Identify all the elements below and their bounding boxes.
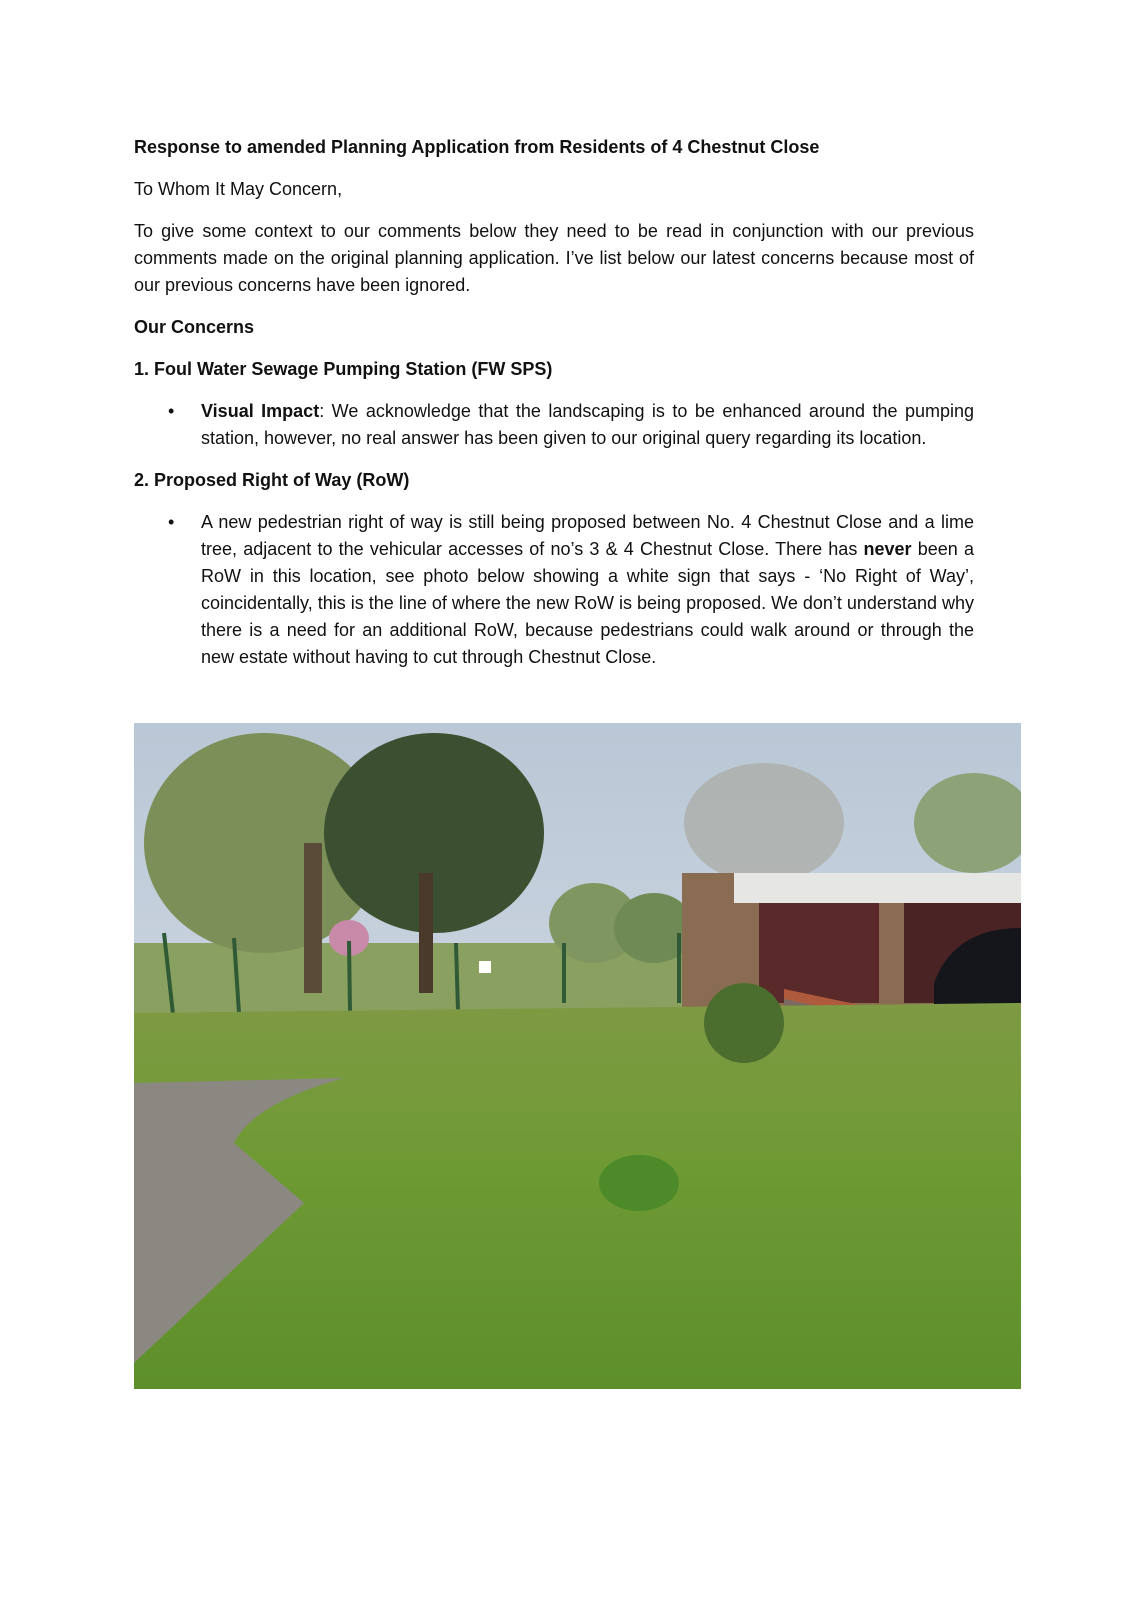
section-heading-right-of-way: 2. Proposed Right of Way (RoW) <box>134 470 410 490</box>
right-of-way-list <box>134 509 974 671</box>
no-right-of-way-sign <box>479 961 491 973</box>
section-heading-pumping-station: 1. Foul Water Sewage Pumping Station (FW SPS) <box>134 359 553 379</box>
pumping-station-list <box>134 398 974 452</box>
document-body <box>134 134 974 686</box>
bullet-text: A new pedestrian right of way is still being proposed between No. 4 Chestnut Close and a lime tree, adjacent to the vehicular accesses of no’s 3 & 4 Chestnut Close. There has <box>201 512 974 559</box>
bullet-bold-label: Visual Impact <box>201 401 320 421</box>
site-photo-image <box>134 723 1021 1389</box>
intro-paragraph: To give some context to our comments below they need to be read in conjunction with our previous comments made on the original planning application. I’ve list below our latest concerns because most of our previous concerns have been ignored. <box>134 221 974 295</box>
salutation: To Whom It May Concern, <box>134 179 343 199</box>
list-item <box>201 509 974 671</box>
site-photo <box>134 723 1021 1389</box>
list-item <box>201 398 974 452</box>
concerns-heading: Our Concerns <box>134 317 255 337</box>
document-title: Response to amended Planning Application from Residents of 4 Chestnut Close <box>134 137 820 157</box>
bullet-text: been a RoW in this location, see photo below showing a white sign that says - ‘No Right of Way’, coincidentally, this is the line of where the new RoW is being proposed. We don’t understand why there is a need for an additional RoW, because pedestrians could walk around or through the new estate without having to cut through Chestnut Close. <box>201 539 974 667</box>
bullet-bold-word: never <box>863 539 912 559</box>
bullet-text: : We acknowledge that the landscaping is to be enhanced around the pumping station, however, no real answer has been given to our original query regarding its location. <box>201 401 975 448</box>
